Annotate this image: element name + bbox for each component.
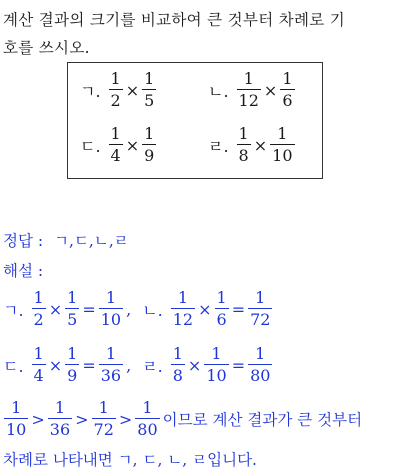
times-sign: × xyxy=(48,299,63,319)
result-mark: ㄷ. xyxy=(3,356,24,376)
result-fraction: $\frac{1}{36}$ xyxy=(100,344,122,385)
comparison-fraction: $\frac{1}{36}$ xyxy=(49,398,71,439)
explanation-row-1 xyxy=(3,290,273,328)
times-sign: × xyxy=(125,80,140,100)
question-line-1: 계산 결과의 크기를 비교하여 큰 것부터 차례로 기 xyxy=(3,11,346,29)
fraction: $\frac{1}{5}$ xyxy=(144,69,155,110)
separator: , xyxy=(126,299,132,319)
result-fraction: $\frac{1}{80}$ xyxy=(250,344,271,385)
answer-label: 정답 : xyxy=(3,232,44,250)
fraction: $\frac{1}{9}$ xyxy=(144,124,155,165)
times-sign: × xyxy=(187,355,202,375)
separator: , xyxy=(126,355,132,375)
fraction: $\frac{1}{6}$ xyxy=(216,288,227,329)
choice-b xyxy=(208,71,296,109)
choice-mark: ㄱ. xyxy=(80,81,101,101)
choice-c xyxy=(80,126,157,164)
fraction: $\frac{1}{4}$ xyxy=(33,344,44,385)
choice-d xyxy=(208,126,296,164)
explanation-row-2 xyxy=(3,346,273,384)
fraction: $\frac{1}{12}$ xyxy=(238,69,259,110)
greater-than-sign: > xyxy=(31,409,45,429)
fraction: $\frac{1}{8}$ xyxy=(172,344,183,385)
choices-box xyxy=(67,62,323,179)
comparison-fraction: $\frac{1}{72}$ xyxy=(93,398,114,439)
explanation-label: 해설 : xyxy=(3,262,44,280)
fraction: $\frac{1}{10}$ xyxy=(272,124,293,165)
times-sign: × xyxy=(263,80,278,100)
times-sign: × xyxy=(125,135,140,155)
choice-mark: ㄹ. xyxy=(208,136,229,156)
result-fraction: $\frac{1}{10}$ xyxy=(100,288,122,329)
equals-sign: = xyxy=(231,299,246,319)
comparison-suffix: 이므로 계산 결과가 큰 것부터 xyxy=(162,411,363,429)
greater-than-sign: > xyxy=(118,409,133,429)
choice-mark: ㄴ. xyxy=(208,81,229,101)
fraction: $\frac{1}{10}$ xyxy=(206,344,227,385)
result-mark: ㄴ. xyxy=(142,300,163,320)
fraction: $\frac{1}{4}$ xyxy=(110,124,121,165)
result-mark: ㄱ. xyxy=(3,300,24,320)
fraction: $\frac{1}{2}$ xyxy=(110,69,121,110)
times-sign: × xyxy=(253,135,268,155)
comparison-row xyxy=(3,400,362,438)
fraction: $\frac{1}{6}$ xyxy=(282,69,293,110)
result-mark: ㄹ. xyxy=(142,356,163,376)
choice-a xyxy=(80,71,157,109)
fraction: $\frac{1}{8}$ xyxy=(238,124,249,165)
equals-sign: = xyxy=(82,355,96,375)
equals-sign: = xyxy=(231,355,246,375)
fraction: $\frac{1}{2}$ xyxy=(33,288,44,329)
answer-line xyxy=(3,229,129,251)
conclusion-line: 차례로 나타내면 ㄱ, ㄷ, ㄴ, ㄹ입니다. xyxy=(3,451,257,469)
times-sign: × xyxy=(198,299,212,319)
choice-mark: ㄷ. xyxy=(80,136,101,156)
question-line-2: 호를 쓰시오. xyxy=(3,39,90,57)
result-fraction: $\frac{1}{72}$ xyxy=(250,288,271,329)
times-sign: × xyxy=(48,355,63,375)
equals-sign: = xyxy=(82,299,96,319)
greater-than-sign: > xyxy=(75,409,89,429)
fraction: $\frac{1}{12}$ xyxy=(172,288,194,329)
answer-value: ㄱ,ㄷ,ㄴ,ㄹ xyxy=(54,232,129,250)
fraction: $\frac{1}{5}$ xyxy=(67,288,78,329)
comparison-fraction: $\frac{1}{10}$ xyxy=(6,398,27,439)
comparison-fraction: $\frac{1}{80}$ xyxy=(137,398,158,439)
fraction: $\frac{1}{9}$ xyxy=(67,344,78,385)
